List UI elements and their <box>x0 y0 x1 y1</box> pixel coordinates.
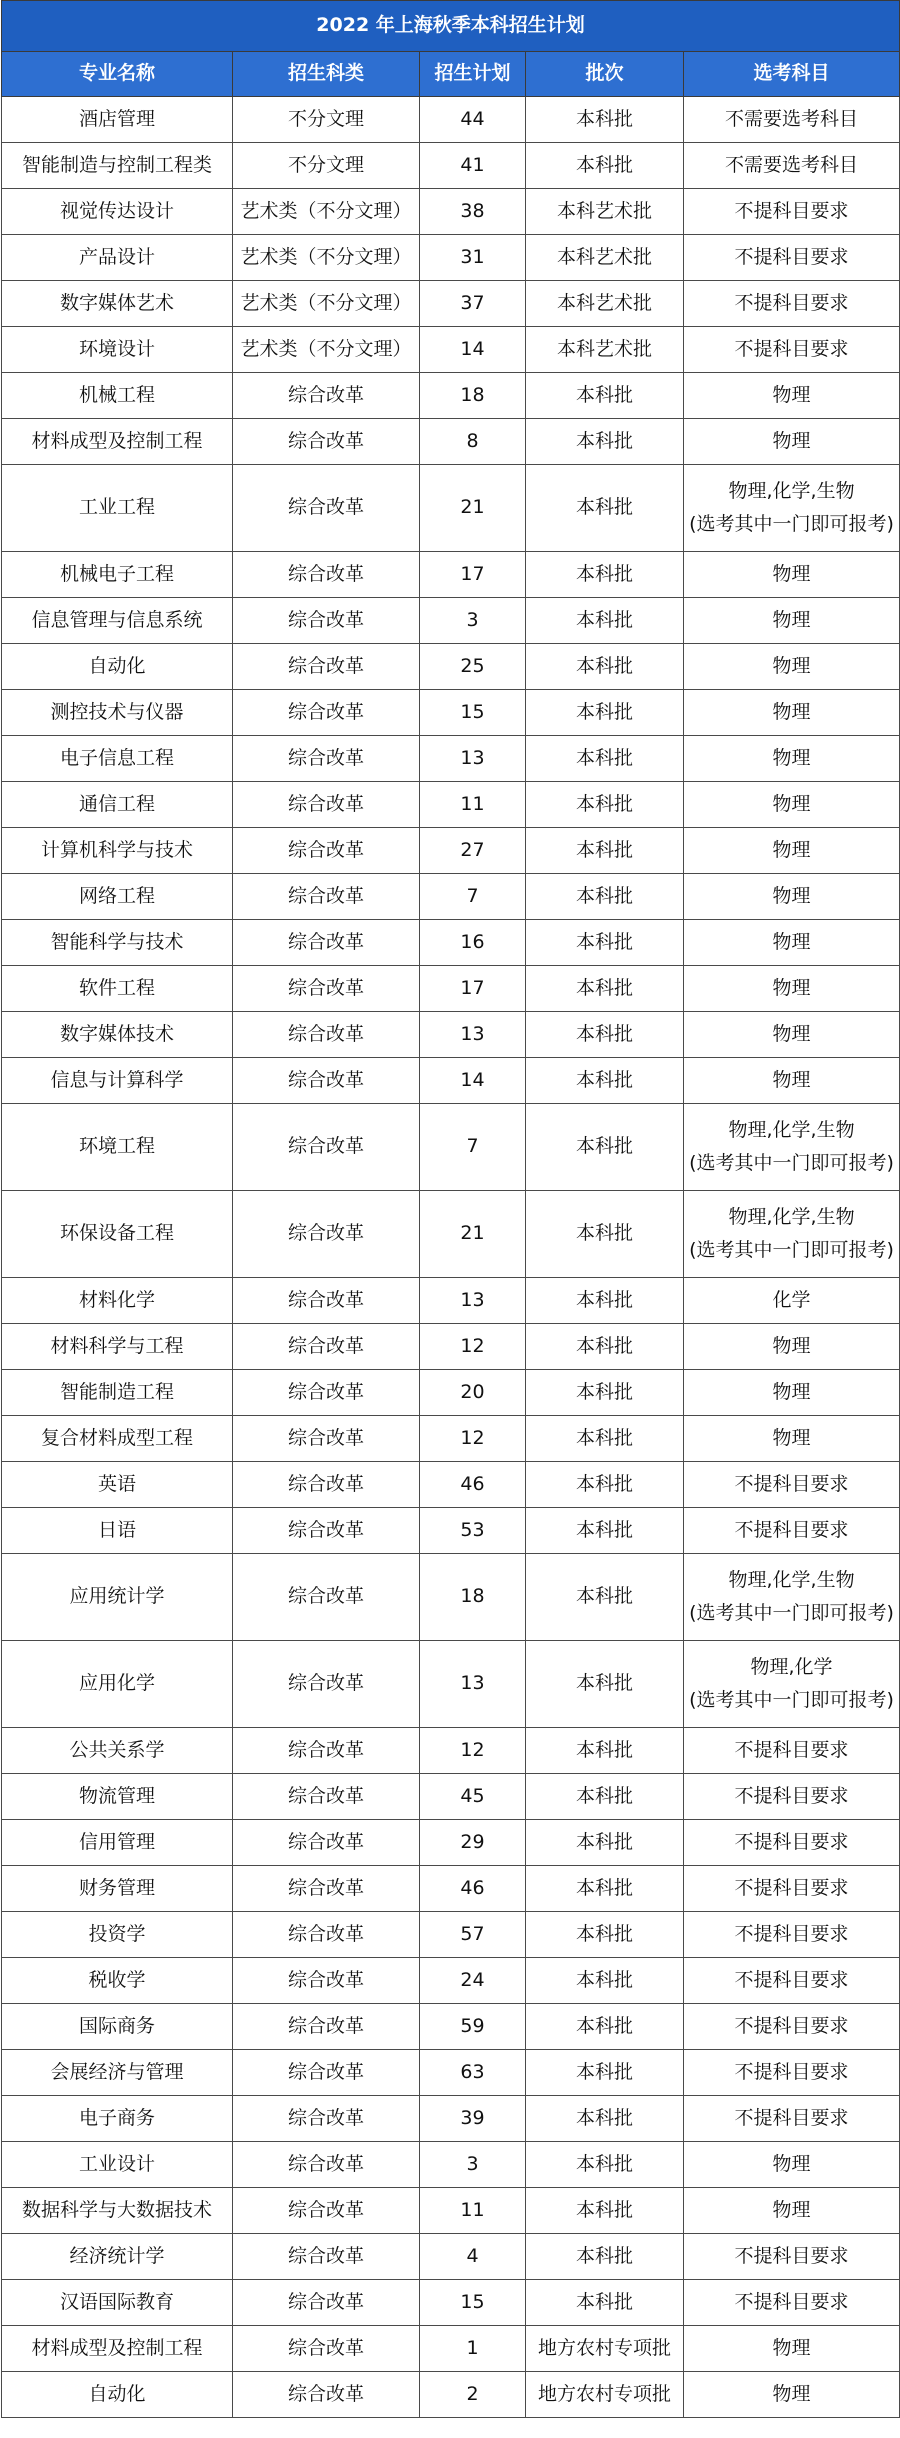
cell-major: 投资学 <box>2 1912 233 1958</box>
cell-category: 综合改革 <box>233 1554 420 1641</box>
cell-batch: 本科批 <box>526 1554 684 1641</box>
cell-subjects: 不提科目要求 <box>684 2004 900 2050</box>
cell-category: 不分文理 <box>233 97 420 143</box>
cell-major: 机械工程 <box>2 373 233 419</box>
cell-batch: 本科批 <box>526 2096 684 2142</box>
cell-category: 综合改革 <box>233 828 420 874</box>
cell-major: 计算机科学与技术 <box>2 828 233 874</box>
cell-subjects: 不需要选考科目 <box>684 143 900 189</box>
cell-subjects: 不提科目要求 <box>684 2096 900 2142</box>
cell-batch: 本科批 <box>526 1820 684 1866</box>
table-row <box>2 281 900 327</box>
cell-category: 综合改革 <box>233 2096 420 2142</box>
cell-major: 环保设备工程 <box>2 1191 233 1278</box>
table-row <box>2 920 900 966</box>
cell-major: 复合材料成型工程 <box>2 1416 233 1462</box>
cell-plan: 18 <box>420 1554 526 1641</box>
cell-subjects: 物理 <box>684 874 900 920</box>
cell-batch: 地方农村专项批 <box>526 2326 684 2372</box>
cell-category: 综合改革 <box>233 1912 420 1958</box>
table-row <box>2 1416 900 1462</box>
cell-major: 材料科学与工程 <box>2 1324 233 1370</box>
cell-category: 综合改革 <box>233 2004 420 2050</box>
cell-category: 综合改革 <box>233 920 420 966</box>
cell-plan: 15 <box>420 690 526 736</box>
table-row <box>2 2372 900 2418</box>
cell-subjects: 物理 <box>684 1324 900 1370</box>
cell-subjects <box>684 1641 900 1728</box>
cell-major: 信息管理与信息系统 <box>2 598 233 644</box>
table-row <box>2 1324 900 1370</box>
cell-plan: 57 <box>420 1912 526 1958</box>
cell-plan: 17 <box>420 966 526 1012</box>
cell-category: 综合改革 <box>233 2372 420 2418</box>
cell-major: 工业设计 <box>2 2142 233 2188</box>
cell-category: 综合改革 <box>233 690 420 736</box>
cell-category: 不分文理 <box>233 143 420 189</box>
cell-batch: 本科批 <box>526 1278 684 1324</box>
cell-plan: 1 <box>420 2326 526 2372</box>
subjects-line: 物理,化学 <box>750 1655 833 1678</box>
cell-plan: 39 <box>420 2096 526 2142</box>
table-row <box>2 2234 900 2280</box>
cell-plan: 46 <box>420 1462 526 1508</box>
table-row <box>2 1774 900 1820</box>
cell-subjects: 不提科目要求 <box>684 1728 900 1774</box>
cell-plan: 14 <box>420 1058 526 1104</box>
subjects-note: (选考其中一门即可报考) <box>689 1239 894 1261</box>
cell-category: 艺术类（不分文理） <box>233 189 420 235</box>
table-row <box>2 2326 900 2372</box>
table-row <box>2 327 900 373</box>
table-row <box>2 1278 900 1324</box>
cell-major: 酒店管理 <box>2 97 233 143</box>
cell-plan: 45 <box>420 1774 526 1820</box>
cell-subjects: 不提科目要求 <box>684 2280 900 2326</box>
table-row <box>2 1191 900 1278</box>
cell-batch: 本科批 <box>526 1774 684 1820</box>
cell-category: 综合改革 <box>233 2050 420 2096</box>
cell-subjects <box>684 1191 900 1278</box>
cell-category: 综合改革 <box>233 1012 420 1058</box>
header-subjects: 选考科目 <box>684 52 900 97</box>
cell-batch: 本科批 <box>526 644 684 690</box>
table-title: 2022 年上海秋季本科招生计划 <box>2 1 900 52</box>
cell-major: 财务管理 <box>2 1866 233 1912</box>
cell-subjects: 物理 <box>684 2188 900 2234</box>
table-row <box>2 2004 900 2050</box>
table-row <box>2 143 900 189</box>
table-row <box>2 736 900 782</box>
cell-batch: 本科批 <box>526 690 684 736</box>
cell-major: 材料化学 <box>2 1278 233 1324</box>
cell-category: 综合改革 <box>233 1191 420 1278</box>
cell-subjects: 不提科目要求 <box>684 2234 900 2280</box>
cell-major: 物流管理 <box>2 1774 233 1820</box>
cell-batch: 本科批 <box>526 920 684 966</box>
cell-major: 环境工程 <box>2 1104 233 1191</box>
cell-subjects: 物理 <box>684 419 900 465</box>
table-row <box>2 2280 900 2326</box>
cell-plan: 8 <box>420 419 526 465</box>
cell-category: 艺术类（不分文理） <box>233 281 420 327</box>
table-row <box>2 1104 900 1191</box>
header-plan: 招生计划 <box>420 52 526 97</box>
cell-category: 综合改革 <box>233 2280 420 2326</box>
cell-plan: 63 <box>420 2050 526 2096</box>
table-row <box>2 373 900 419</box>
cell-category: 综合改革 <box>233 1774 420 1820</box>
header-major: 专业名称 <box>2 52 233 97</box>
cell-subjects: 物理 <box>684 966 900 1012</box>
cell-subjects: 不提科目要求 <box>684 1820 900 1866</box>
cell-plan: 13 <box>420 1012 526 1058</box>
cell-subjects: 物理 <box>684 690 900 736</box>
cell-plan: 24 <box>420 1958 526 2004</box>
cell-major: 智能科学与技术 <box>2 920 233 966</box>
cell-plan: 3 <box>420 2142 526 2188</box>
cell-batch: 本科批 <box>526 1866 684 1912</box>
cell-plan: 2 <box>420 2372 526 2418</box>
cell-major: 应用化学 <box>2 1641 233 1728</box>
table-row <box>2 235 900 281</box>
cell-batch: 地方农村专项批 <box>526 2372 684 2418</box>
cell-plan: 11 <box>420 2188 526 2234</box>
subjects-note: (选考其中一门即可报考) <box>689 1689 894 1711</box>
cell-subjects <box>684 1554 900 1641</box>
cell-batch: 本科批 <box>526 2050 684 2096</box>
cell-category: 艺术类（不分文理） <box>233 327 420 373</box>
table-row <box>2 1012 900 1058</box>
cell-category: 综合改革 <box>233 2326 420 2372</box>
cell-category: 综合改革 <box>233 736 420 782</box>
cell-plan: 25 <box>420 644 526 690</box>
cell-plan: 15 <box>420 2280 526 2326</box>
cell-plan: 17 <box>420 552 526 598</box>
cell-major: 数字媒体艺术 <box>2 281 233 327</box>
cell-batch: 本科艺术批 <box>526 327 684 373</box>
cell-major: 自动化 <box>2 2372 233 2418</box>
cell-plan: 41 <box>420 143 526 189</box>
cell-subjects: 不提科目要求 <box>684 1462 900 1508</box>
cell-subjects: 不提科目要求 <box>684 2050 900 2096</box>
subjects-note: (选考其中一门即可报考) <box>689 513 894 535</box>
cell-major: 汉语国际教育 <box>2 2280 233 2326</box>
cell-subjects: 物理 <box>684 1012 900 1058</box>
cell-plan: 21 <box>420 1191 526 1278</box>
table-row <box>2 1958 900 2004</box>
cell-major: 测控技术与仪器 <box>2 690 233 736</box>
cell-subjects: 不提科目要求 <box>684 281 900 327</box>
header-category: 招生科类 <box>233 52 420 97</box>
cell-major: 环境设计 <box>2 327 233 373</box>
table-row <box>2 874 900 920</box>
cell-major: 应用统计学 <box>2 1554 233 1641</box>
cell-subjects: 物理 <box>684 920 900 966</box>
cell-subjects: 物理 <box>684 1370 900 1416</box>
cell-plan: 38 <box>420 189 526 235</box>
cell-category: 综合改革 <box>233 782 420 828</box>
cell-batch: 本科批 <box>526 1958 684 2004</box>
cell-subjects: 物理 <box>684 2326 900 2372</box>
cell-major: 数字媒体技术 <box>2 1012 233 1058</box>
cell-subjects: 不提科目要求 <box>684 1958 900 2004</box>
cell-batch: 本科批 <box>526 1912 684 1958</box>
cell-major: 自动化 <box>2 644 233 690</box>
cell-batch: 本科批 <box>526 2234 684 2280</box>
cell-batch: 本科批 <box>526 419 684 465</box>
cell-major: 税收学 <box>2 1958 233 2004</box>
table-row <box>2 419 900 465</box>
cell-batch: 本科批 <box>526 97 684 143</box>
cell-category: 综合改革 <box>233 1958 420 2004</box>
cell-batch: 本科批 <box>526 1191 684 1278</box>
cell-batch: 本科艺术批 <box>526 189 684 235</box>
table-row <box>2 690 900 736</box>
cell-subjects: 物理 <box>684 552 900 598</box>
cell-subjects: 物理 <box>684 1058 900 1104</box>
cell-plan: 12 <box>420 1728 526 1774</box>
cell-category: 综合改革 <box>233 1866 420 1912</box>
cell-category: 综合改革 <box>233 1324 420 1370</box>
cell-plan: 44 <box>420 97 526 143</box>
cell-subjects: 物理 <box>684 1416 900 1462</box>
cell-batch: 本科批 <box>526 373 684 419</box>
table-row <box>2 2050 900 2096</box>
cell-major: 英语 <box>2 1462 233 1508</box>
table-row <box>2 1820 900 1866</box>
subjects-note: (选考其中一门即可报考) <box>689 1602 894 1624</box>
cell-major: 信用管理 <box>2 1820 233 1866</box>
cell-major: 工业工程 <box>2 465 233 552</box>
cell-major: 材料成型及控制工程 <box>2 419 233 465</box>
cell-major: 日语 <box>2 1508 233 1554</box>
cell-category: 综合改革 <box>233 1416 420 1462</box>
cell-plan: 37 <box>420 281 526 327</box>
cell-category: 综合改革 <box>233 2234 420 2280</box>
cell-category: 综合改革 <box>233 1058 420 1104</box>
cell-category: 综合改革 <box>233 1641 420 1728</box>
cell-batch: 本科批 <box>526 736 684 782</box>
table-row <box>2 552 900 598</box>
cell-category: 综合改革 <box>233 465 420 552</box>
cell-subjects: 不提科目要求 <box>684 1912 900 1958</box>
cell-major: 软件工程 <box>2 966 233 1012</box>
cell-plan: 7 <box>420 1104 526 1191</box>
subjects-note: (选考其中一门即可报考) <box>689 1152 894 1174</box>
cell-batch: 本科批 <box>526 143 684 189</box>
cell-major: 会展经济与管理 <box>2 2050 233 2096</box>
table-row <box>2 1866 900 1912</box>
table-row <box>2 1370 900 1416</box>
table-row <box>2 1554 900 1641</box>
table-row <box>2 966 900 1012</box>
cell-plan: 13 <box>420 1278 526 1324</box>
cell-major: 智能制造与控制工程类 <box>2 143 233 189</box>
cell-batch: 本科批 <box>526 1370 684 1416</box>
cell-major: 电子信息工程 <box>2 736 233 782</box>
cell-subjects <box>684 1104 900 1191</box>
cell-plan: 7 <box>420 874 526 920</box>
cell-plan: 18 <box>420 373 526 419</box>
cell-batch: 本科批 <box>526 782 684 828</box>
cell-subjects: 不提科目要求 <box>684 1866 900 1912</box>
cell-batch: 本科批 <box>526 2142 684 2188</box>
cell-major: 材料成型及控制工程 <box>2 2326 233 2372</box>
cell-subjects: 物理 <box>684 2372 900 2418</box>
cell-batch: 本科艺术批 <box>526 235 684 281</box>
table-row <box>2 465 900 552</box>
cell-category: 综合改革 <box>233 1462 420 1508</box>
cell-category: 综合改革 <box>233 1278 420 1324</box>
cell-plan: 11 <box>420 782 526 828</box>
table-row <box>2 644 900 690</box>
cell-batch: 本科批 <box>526 1012 684 1058</box>
cell-category: 综合改革 <box>233 1728 420 1774</box>
cell-subjects: 物理 <box>684 644 900 690</box>
cell-major: 产品设计 <box>2 235 233 281</box>
cell-major: 视觉传达设计 <box>2 189 233 235</box>
header-row <box>2 52 900 97</box>
cell-plan: 53 <box>420 1508 526 1554</box>
subjects-line: 物理,化学,生物 <box>728 1118 855 1141</box>
table-row <box>2 1641 900 1728</box>
cell-subjects: 物理 <box>684 736 900 782</box>
cell-category: 综合改革 <box>233 1508 420 1554</box>
cell-batch: 本科批 <box>526 1641 684 1728</box>
table-row <box>2 1728 900 1774</box>
cell-batch: 本科批 <box>526 465 684 552</box>
cell-batch: 本科批 <box>526 1058 684 1104</box>
cell-subjects: 不提科目要求 <box>684 1508 900 1554</box>
cell-subjects: 不需要选考科目 <box>684 97 900 143</box>
cell-plan: 13 <box>420 1641 526 1728</box>
table-row <box>2 782 900 828</box>
table-row <box>2 598 900 644</box>
cell-major: 信息与计算科学 <box>2 1058 233 1104</box>
table-row <box>2 1508 900 1554</box>
cell-category: 综合改革 <box>233 966 420 1012</box>
cell-major: 电子商务 <box>2 2096 233 2142</box>
cell-major: 国际商务 <box>2 2004 233 2050</box>
table-row <box>2 97 900 143</box>
cell-plan: 12 <box>420 1416 526 1462</box>
enrollment-table <box>1 0 900 2418</box>
cell-plan: 21 <box>420 465 526 552</box>
subjects-line: 物理,化学,生物 <box>728 1568 855 1591</box>
cell-subjects: 不提科目要求 <box>684 235 900 281</box>
table-row <box>2 189 900 235</box>
table-row <box>2 1058 900 1104</box>
cell-batch: 本科批 <box>526 1324 684 1370</box>
cell-plan: 59 <box>420 2004 526 2050</box>
cell-plan: 20 <box>420 1370 526 1416</box>
cell-batch: 本科批 <box>526 1104 684 1191</box>
cell-major: 数据科学与大数据技术 <box>2 2188 233 2234</box>
cell-plan: 27 <box>420 828 526 874</box>
cell-category: 综合改革 <box>233 2188 420 2234</box>
cell-batch: 本科批 <box>526 1416 684 1462</box>
cell-batch: 本科批 <box>526 828 684 874</box>
cell-subjects: 物理 <box>684 373 900 419</box>
cell-subjects: 不提科目要求 <box>684 327 900 373</box>
cell-category: 综合改革 <box>233 644 420 690</box>
title-row <box>2 1 900 52</box>
cell-subjects: 物理 <box>684 2142 900 2188</box>
table-row <box>2 2188 900 2234</box>
cell-category: 综合改革 <box>233 2142 420 2188</box>
cell-batch: 本科批 <box>526 2280 684 2326</box>
cell-category: 综合改革 <box>233 552 420 598</box>
cell-plan: 46 <box>420 1866 526 1912</box>
cell-major: 机械电子工程 <box>2 552 233 598</box>
subjects-line: 物理,化学,生物 <box>728 479 855 502</box>
cell-category: 综合改革 <box>233 419 420 465</box>
cell-subjects: 物理 <box>684 598 900 644</box>
cell-plan: 31 <box>420 235 526 281</box>
cell-plan: 4 <box>420 2234 526 2280</box>
cell-plan: 13 <box>420 736 526 782</box>
header-batch: 批次 <box>526 52 684 97</box>
table-row <box>2 828 900 874</box>
cell-subjects: 不提科目要求 <box>684 1774 900 1820</box>
cell-batch: 本科批 <box>526 598 684 644</box>
cell-subjects: 物理 <box>684 828 900 874</box>
cell-plan: 16 <box>420 920 526 966</box>
cell-plan: 3 <box>420 598 526 644</box>
cell-batch: 本科艺术批 <box>526 281 684 327</box>
cell-subjects <box>684 465 900 552</box>
cell-subjects: 不提科目要求 <box>684 189 900 235</box>
cell-batch: 本科批 <box>526 1462 684 1508</box>
cell-category: 艺术类（不分文理） <box>233 235 420 281</box>
cell-category: 综合改革 <box>233 598 420 644</box>
table-row <box>2 1462 900 1508</box>
cell-category: 综合改革 <box>233 1104 420 1191</box>
cell-major: 网络工程 <box>2 874 233 920</box>
cell-batch: 本科批 <box>526 966 684 1012</box>
cell-major: 经济统计学 <box>2 2234 233 2280</box>
cell-category: 综合改革 <box>233 1370 420 1416</box>
cell-category: 综合改革 <box>233 874 420 920</box>
cell-batch: 本科批 <box>526 1728 684 1774</box>
cell-batch: 本科批 <box>526 1508 684 1554</box>
cell-category: 综合改革 <box>233 373 420 419</box>
cell-batch: 本科批 <box>526 552 684 598</box>
cell-plan: 29 <box>420 1820 526 1866</box>
table-row <box>2 2096 900 2142</box>
cell-major: 通信工程 <box>2 782 233 828</box>
cell-batch: 本科批 <box>526 2188 684 2234</box>
cell-batch: 本科批 <box>526 874 684 920</box>
subjects-line: 物理,化学,生物 <box>728 1205 855 1228</box>
table-row <box>2 2142 900 2188</box>
cell-plan: 14 <box>420 327 526 373</box>
cell-subjects: 物理 <box>684 782 900 828</box>
cell-category: 综合改革 <box>233 1820 420 1866</box>
table-row <box>2 1912 900 1958</box>
cell-subjects: 化学 <box>684 1278 900 1324</box>
cell-plan: 12 <box>420 1324 526 1370</box>
cell-batch: 本科批 <box>526 2004 684 2050</box>
cell-major: 智能制造工程 <box>2 1370 233 1416</box>
cell-major: 公共关系学 <box>2 1728 233 1774</box>
